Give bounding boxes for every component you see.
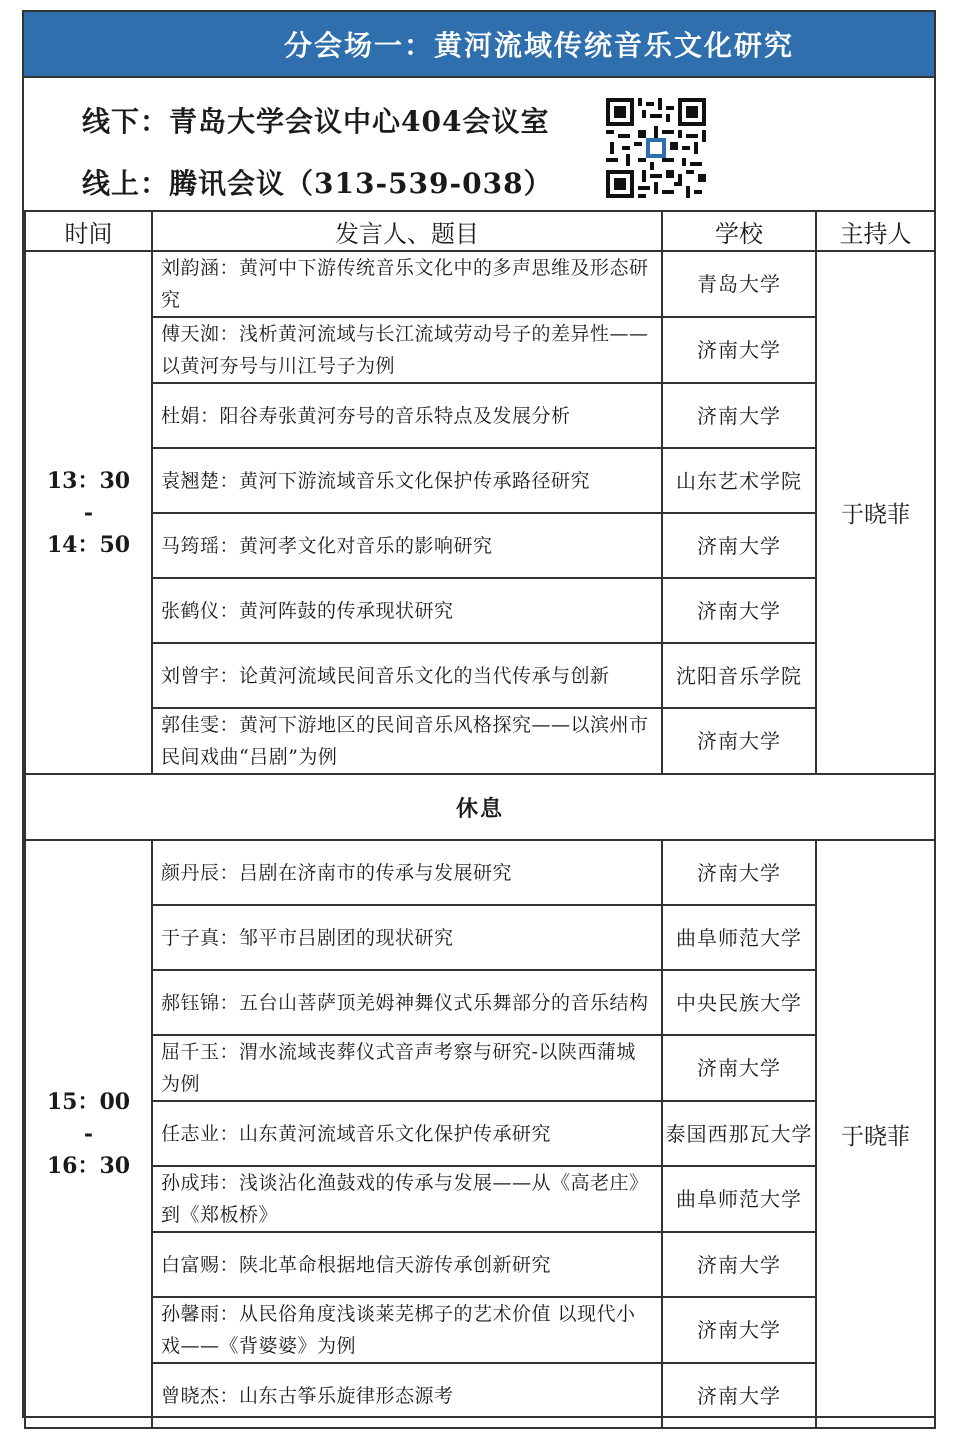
talk-cell: 于子真：邹平市吕剧团的现状研究: [152, 905, 662, 970]
schedule-table: [24, 210, 936, 1429]
qr-code-icon[interactable]: [606, 98, 706, 198]
table-row: [25, 251, 935, 317]
session2-time: [25, 840, 152, 1428]
school-cell: 青岛大学: [662, 251, 816, 317]
time-start: 15：00: [46, 1089, 131, 1115]
time-separator: -: [83, 499, 94, 526]
time-end: 14：50: [46, 531, 131, 558]
talk-cell: 张鹤仪：黄河阵鼓的传承现状研究: [152, 578, 662, 643]
break-row: [25, 774, 935, 840]
school-cell: 济南大学: [662, 1035, 816, 1101]
school-cell: 济南大学: [662, 383, 816, 448]
talk-cell: 孙成玮：浅谈沾化渔鼓戏的传承与发展——从《高老庄》到《郑板桥》: [152, 1166, 662, 1232]
talk-cell: 屈千玉：渭水流域丧葬仪式音声考察与研究-以陕西蒲城为例: [152, 1035, 662, 1101]
school-cell: 济南大学: [662, 317, 816, 383]
table-row: [25, 578, 935, 643]
talk-cell: 郝钰锦：五台山菩萨顶羌姆神舞仪式乐舞部分的音乐结构: [152, 970, 662, 1035]
session-title: 分会场一：黄河流域传统音乐文化研究: [283, 29, 794, 62]
table-row: [25, 317, 935, 383]
break-label: 休息: [25, 774, 935, 840]
time-separator: -: [83, 1121, 94, 1147]
session-title-banner: [24, 12, 934, 76]
column-header-talk: 发言人、题目: [152, 211, 662, 251]
school-cell: 济南大学: [662, 1232, 816, 1297]
table-row: [25, 1363, 935, 1428]
school-cell: 山东艺术学院: [662, 448, 816, 513]
school-cell: 中央民族大学: [662, 970, 816, 1035]
session2-host: 于晓菲: [816, 840, 935, 1428]
schedule-sheet: [22, 10, 936, 1418]
online-meeting: 线上：腾讯会议（313-539-038）: [82, 167, 553, 200]
table-row: [25, 383, 935, 448]
time-start: 13：30: [46, 467, 131, 494]
school-cell: 济南大学: [662, 578, 816, 643]
table-header-row: [25, 211, 935, 251]
talk-cell: 袁翘楚：黄河下游流域音乐文化保护传承路径研究: [152, 448, 662, 513]
table-row: [25, 905, 935, 970]
table-row: [25, 840, 935, 905]
school-cell: 济南大学: [662, 1363, 816, 1428]
talk-cell: 孙馨雨：从民俗角度浅谈莱芜梆子的艺术价值 以现代小戏——《背婆婆》为例: [152, 1297, 662, 1363]
table-row: [25, 1101, 935, 1166]
column-header-host: 主持人: [816, 211, 935, 251]
table-row: [25, 708, 935, 774]
talk-cell: 刘韵涵：黄河中下游传统音乐文化中的多声思维及形态研究: [152, 251, 662, 317]
table-row: [25, 513, 935, 578]
talk-cell: 刘曾宇：论黄河流域民间音乐文化的当代传承与创新: [152, 643, 662, 708]
talk-cell: 马筠瑶：黄河孝文化对音乐的影响研究: [152, 513, 662, 578]
school-cell: 泰国西那瓦大学: [662, 1101, 816, 1166]
talk-cell: 任志业：山东黄河流域音乐文化保护传承研究: [152, 1101, 662, 1166]
school-cell: 济南大学: [662, 708, 816, 774]
school-cell: 曲阜师范大学: [662, 905, 816, 970]
session1-time: [25, 251, 152, 774]
school-cell: 济南大学: [662, 513, 816, 578]
time-end: 16：30: [46, 1153, 131, 1179]
talk-cell: 杜娟：阳谷寿张黄河夯号的音乐特点及发展分析: [152, 383, 662, 448]
table-row: [25, 970, 935, 1035]
talk-cell: 傅天洳：浅析黄河流域与长江流域劳动号子的差异性——以黄河夯号与川江号子为例: [152, 317, 662, 383]
school-cell: 济南大学: [662, 840, 816, 905]
table-row: [25, 1232, 935, 1297]
session1-host: 于晓菲: [816, 251, 935, 774]
school-cell: 曲阜师范大学: [662, 1166, 816, 1232]
table-row: [25, 1035, 935, 1101]
venue-info: [24, 76, 934, 210]
offline-venue: 线下：青岛大学会议中心404会议室: [82, 105, 550, 138]
table-row: [25, 448, 935, 513]
column-header-time: 时间: [25, 211, 152, 251]
table-row: [25, 643, 935, 708]
school-cell: 济南大学: [662, 1297, 816, 1363]
talk-cell: 郭佳雯：黄河下游地区的民间音乐风格探究——以滨州市民间戏曲“吕剧”为例: [152, 708, 662, 774]
talk-cell: 白富赐：陕北革命根据地信天游传承创新研究: [152, 1232, 662, 1297]
school-cell: 沈阳音乐学院: [662, 643, 816, 708]
table-row: [25, 1297, 935, 1363]
column-header-school: 学校: [662, 211, 816, 251]
talk-cell: 颜丹辰：吕剧在济南市的传承与发展研究: [152, 840, 662, 905]
table-row: [25, 1166, 935, 1232]
talk-cell: 曾晓杰：山东古筝乐旋律形态源考: [152, 1363, 662, 1428]
